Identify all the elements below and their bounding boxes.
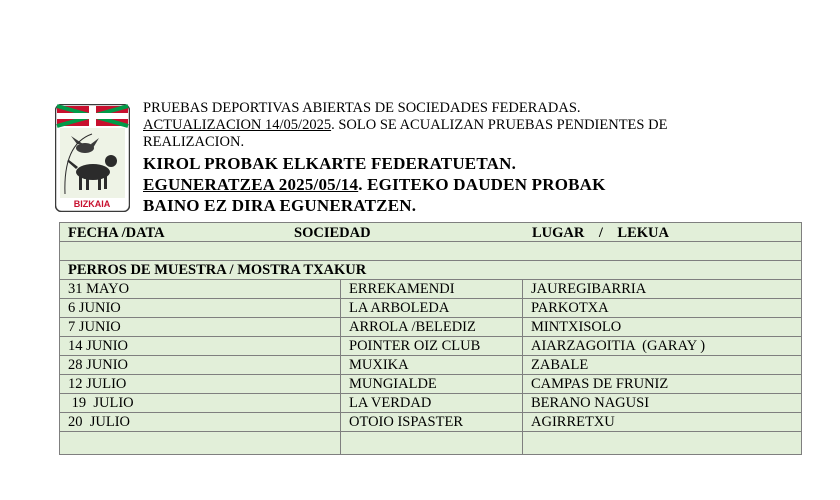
- cell-fecha: 20 JULIO: [60, 413, 341, 432]
- blank-row: [60, 242, 802, 261]
- table-row: [60, 413, 802, 432]
- header-es-line1: PRUEBAS DEPORTIVAS ABIERTAS DE SOCIEDADES FEDERADAS.: [143, 100, 581, 116]
- cell-fecha: 12 JULIO: [60, 375, 341, 394]
- cell-lugar: ZABALE: [523, 356, 802, 375]
- header-eu-line2: [143, 174, 783, 195]
- column-header-fecha: FECHA /DATA: [68, 225, 165, 241]
- column-header-sociedad: SOCIEDAD: [294, 225, 371, 241]
- logo-bizkaia-text: BIZKAIA: [73, 199, 111, 209]
- column-header-lugar: LUGAR / LEKUA: [532, 225, 669, 241]
- cell-sociedad: ARROLA /BELEDIZ: [341, 318, 523, 337]
- header-eu-update-date: EGUNERATZEA 2025/05/14: [143, 175, 359, 194]
- table-header-row: [60, 223, 802, 242]
- cell-sociedad: LA VERDAD: [341, 394, 523, 413]
- document-header: [143, 100, 783, 216]
- cell-sociedad: MUNGIALDE: [341, 375, 523, 394]
- cell-fecha: 31 MAYO: [60, 280, 341, 299]
- cell-lugar: JAUREGIBARRIA: [523, 280, 802, 299]
- table-row: [60, 337, 802, 356]
- cell-sociedad: ERREKAMENDI: [341, 280, 523, 299]
- cell-fecha: 14 JUNIO: [60, 337, 341, 356]
- cell-lugar: MINTXISOLO: [523, 318, 802, 337]
- cell-sociedad: POINTER OIZ CLUB: [341, 337, 523, 356]
- section-title: PERROS DE MUESTRA / MOSTRA TXAKUR: [60, 261, 802, 280]
- table-row: [60, 375, 802, 394]
- header-es-line2: [143, 117, 783, 134]
- header-eu-line1: KIROL PROBAK ELKARTE FEDERATUETAN.: [143, 154, 517, 173]
- table-row: [60, 356, 802, 375]
- cell-sociedad: LA ARBOLEDA: [341, 299, 523, 318]
- cell-lugar: CAMPAS DE FRUNIZ: [523, 375, 802, 394]
- ikurrina-flag-icon: [57, 106, 128, 126]
- section-title-row: [60, 261, 802, 280]
- table-row: [60, 299, 802, 318]
- table-row: [60, 318, 802, 337]
- cell-lugar: AIARZAGOITIA (GARAY ): [523, 337, 802, 356]
- cell-sociedad: OTOIO ISPASTER: [341, 413, 523, 432]
- header-es-line3: REALIZACION.: [143, 134, 245, 150]
- header-eu-line3: BAINO EZ DIRA EGUNERATZEN.: [143, 196, 417, 215]
- cell-fecha: 7 JUNIO: [60, 318, 341, 337]
- cell-lugar: BERANO NAGUSI: [523, 394, 802, 413]
- federation-logo: [55, 104, 130, 212]
- table-header-cell: [60, 223, 802, 242]
- header-es-update-date: ACTUALIZACION 14/05/2025: [143, 117, 332, 133]
- events-table: [59, 222, 802, 455]
- header-es-line2-rest: . SOLO SE ACUALIZAN PRUEBAS PENDIENTES DE: [331, 117, 668, 133]
- table-row: [60, 280, 802, 299]
- cell-lugar: PARKOTXA: [523, 299, 802, 318]
- header-eu-line2-rest: . EGITEKO DAUDEN PROBAK: [358, 175, 606, 194]
- cell-sociedad: MUXIKA: [341, 356, 523, 375]
- table-row: [60, 394, 802, 413]
- cell-fecha: 6 JUNIO: [60, 299, 341, 318]
- cell-fecha: 28 JUNIO: [60, 356, 341, 375]
- table-row-empty: [60, 432, 802, 455]
- cell-lugar: AGIRRETXU: [523, 413, 802, 432]
- cell-fecha: 19 JULIO: [60, 394, 341, 413]
